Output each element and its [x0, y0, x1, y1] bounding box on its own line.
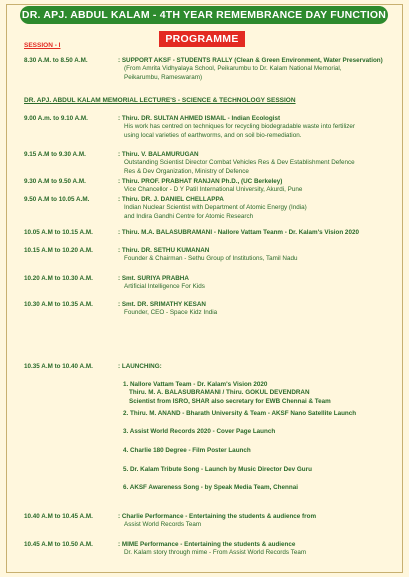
launch-line: Thiru. M. A. BALASUBRAMANI / Thiru. GOKUL DEVENDRAN [129, 389, 310, 397]
schedule-heading: : SUPPORT AKSF - STUDENTS RALLY (Clean & Green Environment, Water Preservation) [118, 57, 383, 64]
lecture-heading: DR. APJ. ABDUL KALAM MEMORIAL LECTURE'S - SCIENCE & TECHNOLOGY SESSION [24, 97, 296, 104]
schedule-heading: : MIME Performance - Entertaining the students & audience [118, 541, 296, 548]
schedule-heading: : Charlie Performance - Entertaining the students & audience from [118, 513, 317, 520]
schedule-time: 9.30 A.M to 9.50 A.M. [24, 178, 86, 185]
launch-item [123, 447, 251, 455]
launch-line: 5. Dr. Kalam Tribute Song - Launch by Music Director Dev Guru [123, 466, 312, 473]
schedule-time: 9.50 A.M to 10.05 A.M. [24, 196, 90, 203]
schedule-details [118, 363, 403, 371]
launch-line: 4. Charlie 180 Degree - Film Poster Launch [123, 447, 251, 454]
schedule-details [118, 151, 403, 176]
schedule-time: 10.35 A.M to 10.40 A.M. [24, 363, 93, 370]
launch-line: 1. Nallore Vattam Team - Dr. Kalam's Vision 2020 [123, 381, 268, 388]
schedule-heading: : Thiru. V. BALAMURUGAN [118, 151, 199, 158]
schedule-details [118, 57, 403, 82]
schedule-subline: (From Amrita Vidhyalaya School, Peikarumbu to Dr. Kalam National Memorial, [124, 65, 342, 73]
launch-line: 3. Assist World Records 2020 - Cover Page Launch [123, 428, 276, 435]
schedule-time: 10.15 A.M to 10.20 A.M. [24, 247, 93, 254]
launch-line: Scientist from ISRO, SHAR also secretary for EWB Chennai & Team [129, 397, 331, 405]
schedule-subline: Founder, CEO - Space Kidz India [124, 309, 218, 317]
schedule-time: 10.45 A.M to 10.50 A.M. [24, 541, 93, 548]
schedule-details [118, 275, 403, 292]
schedule-details [118, 115, 403, 140]
schedule-subline: Peikarumbu, Rameswaram) [124, 73, 203, 81]
event-banner: DR. APJ. ABDUL KALAM - 4TH YEAR REMEMBRANCE DAY FUNCTION [20, 6, 388, 24]
schedule-subline: Vice Chancellor - D Y Patil International University, Akurdi, Pune [124, 186, 303, 194]
schedule-details [118, 541, 403, 558]
schedule-subline: Founder & Chairman - Sethu Group of Institutions, Tamil Nadu [124, 255, 298, 263]
launch-item [123, 428, 275, 436]
schedule-heading: : Thiru. DR. SETHU KUMANAN [118, 247, 210, 254]
schedule-details [118, 247, 403, 264]
schedule-details [118, 513, 403, 530]
schedule-subline: Outstanding Scientist Director Combat Vehicles Res & Dev Establishment Defence [124, 159, 355, 167]
schedule-heading: : Thiru. DR. SULTAN AHMED ISMAIL - Indian Ecologist [118, 115, 281, 122]
schedule-time: 10.20 A.M to 10.30 A.M. [24, 275, 93, 282]
schedule-time: 10.30 A.M to 10.35 A.M. [24, 301, 93, 308]
schedule-details [118, 301, 403, 318]
schedule-subline: and Indira Gandhi Centre for Atomic Research [124, 212, 254, 220]
schedule-subline: His work has centred on techniques for recycling biodegradable waste into fertilizer [124, 123, 356, 131]
schedule-details [118, 178, 403, 195]
schedule-heading: : Thiru. M.A. BALASUBRAMANI - Nallore Vattam Teanm - Dr. Kalam's Vision 2020 [118, 229, 359, 236]
schedule-time: 10.40 A.M to 10.45 A.M. [24, 513, 93, 520]
schedule-time: 10.05 A.M to 10.15 A.M. [24, 229, 93, 236]
schedule-details [118, 196, 403, 221]
schedule-subline: Artificial Intelligence For Kids [124, 283, 205, 291]
schedule-details [118, 229, 403, 237]
schedule-time: 9.00 A.m. to 9.10 A.M. [24, 115, 88, 122]
launch-item [123, 466, 312, 474]
launch-item [123, 410, 356, 418]
schedule-subline: Indian Nuclear Scientist with Department of Atomic Energy (India) [124, 204, 307, 212]
schedule-heading: : Thiru. PROF. PRABHAT RANJAN Ph.D., (UC Berkeley) [118, 178, 283, 185]
schedule-time: 9.15 A.M to 9.30 A.M. [24, 151, 86, 158]
session-label: SESSION - I [24, 42, 61, 49]
schedule-heading: : LAUNCHING: [118, 363, 162, 370]
launch-line: 2. Thiru. M. ANAND - Bharath University & Team - AKSF Nano Satellite Launch [123, 410, 357, 417]
launch-item [123, 381, 331, 406]
launch-line: 6. AKSF Awareness Song - by Speak Media Team, Chennai [123, 484, 298, 491]
schedule-heading: : Thiru. DR. J. DANIEL CHELLAPPA [118, 196, 224, 203]
schedule-subline: using local varieties of earthworms, and on soil bio-remediation. [124, 131, 302, 139]
schedule-subline: Dr. Kalam story through mime - From Assist World Records Team [124, 549, 307, 557]
programme-title: PROGRAMME [159, 31, 245, 47]
schedule-heading: : Smt. DR. SRIMATHY KESAN [118, 301, 206, 308]
schedule-subline: Assist World Records Team [124, 521, 202, 529]
schedule-subline: Res & Dev Organization, Ministry of Defence [124, 167, 249, 175]
launch-item [123, 484, 298, 492]
schedule-heading: : Smt. SURIYA PRABHA [118, 275, 189, 282]
schedule-time: 8.30 A.M. to 8.50 A.M. [24, 57, 88, 64]
